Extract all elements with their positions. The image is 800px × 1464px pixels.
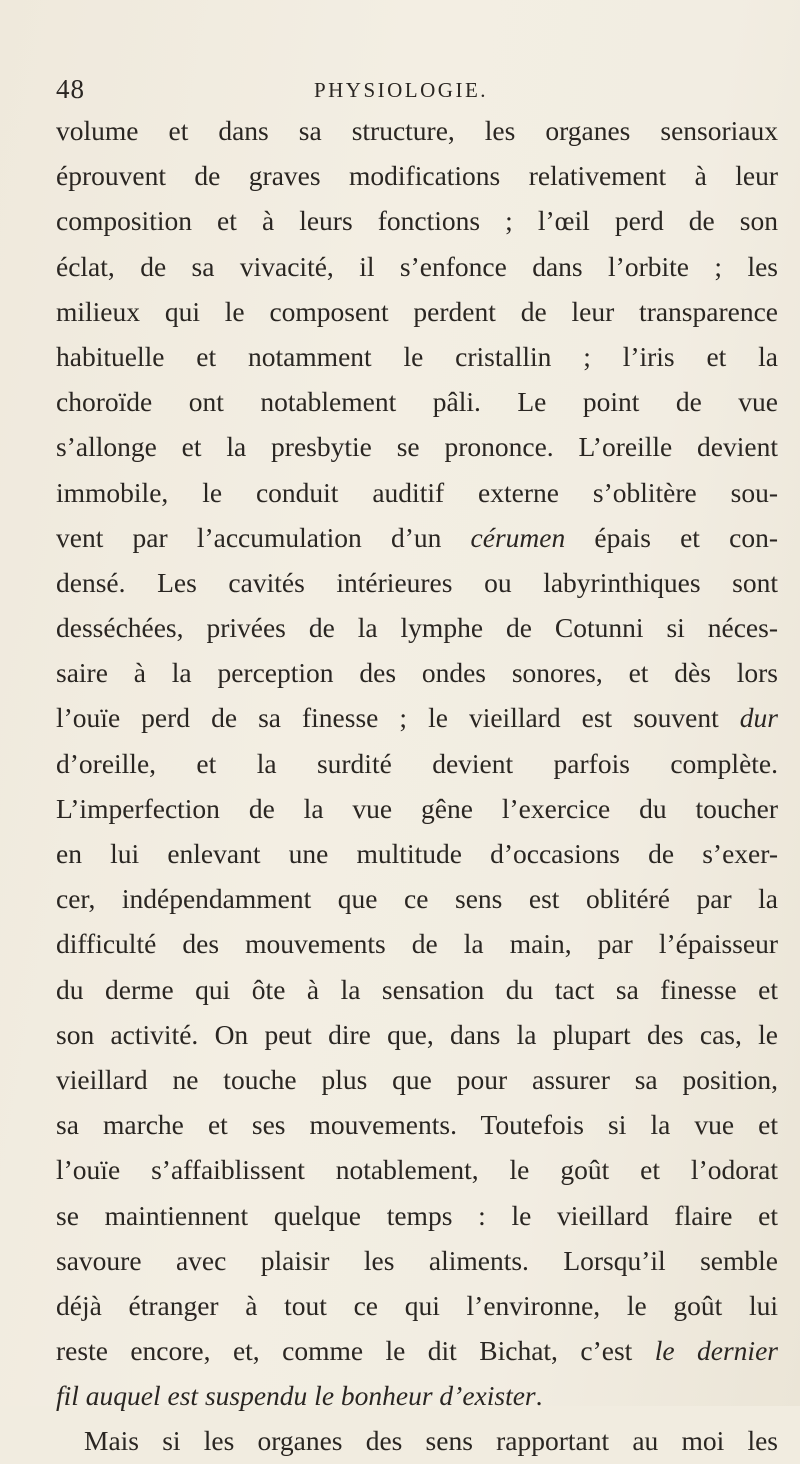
text-line: vieillard ne touche plus que pour assurer sa position, xyxy=(56,1063,778,1095)
text-line: immobile, le conduit auditif externe s’oblitère sou- xyxy=(56,476,778,508)
text-line: difficulté des mouvements de la main, par l’épaisseur xyxy=(56,928,778,960)
text-run: reste encore, et, comme le dit Bichat, c’est xyxy=(56,1335,655,1367)
text-run: épais et con- xyxy=(565,521,778,553)
text-run: l’ouïe perd de sa finesse ; le vieillard est souvent xyxy=(56,702,740,734)
text-line: cer, indépendamment que ce sens est oblitéré par la xyxy=(56,883,778,915)
text-line: en lui enlevant une multitude d’occasions de s’exer- xyxy=(56,838,778,869)
body-text xyxy=(56,108,778,1464)
text-line: l’ouïe s’affaiblissent notablement, le goût et l’odorat xyxy=(56,1154,778,1186)
text-line: desséchées, privées de la lymphe de Cotunni si néces- xyxy=(56,612,778,644)
text-line: densé. Les cavités intérieures ou labyrinthiques sont xyxy=(56,566,778,598)
text-line: choroïde ont notablement pâli. Le point de vue xyxy=(56,386,778,418)
italic-phrase: le dernier xyxy=(654,1335,778,1367)
text-line: L’imperfection de la vue gêne l’exercice du toucher xyxy=(56,792,778,824)
page-header xyxy=(56,74,746,108)
italic-phrase: fil auquel est suspendu le bonheur d’exister xyxy=(56,1380,536,1412)
text-line: du derme qui ôte à la sensation du tact sa finesse et xyxy=(56,973,778,1005)
italic-term: dur xyxy=(739,702,778,734)
text-line: milieux qui le composent perdent de leur transparence xyxy=(56,295,778,327)
text-line: savoure avec plaisir les aliments. Lorsqu’il semble xyxy=(56,1244,778,1276)
text-run: . xyxy=(535,1380,543,1412)
text-line: son activité. On peut dire que, dans la plupart des cas, le xyxy=(56,1018,778,1050)
text-line xyxy=(56,695,778,740)
text-line: Mais si les organes des sens rapportant au moi les xyxy=(84,1425,778,1457)
text-line: volume et dans sa structure, les organes sensoriaux xyxy=(56,115,778,146)
running-title: PHYSIOLOGIE. xyxy=(313,78,489,102)
text-line: saire à la perception des ondes sonores, et dès lors xyxy=(56,657,778,689)
text-line: d’oreille, et la surdité devient parfois complète. xyxy=(56,747,778,779)
text-line: composition et à leurs fonctions ; l’œil perd de son xyxy=(56,205,778,237)
text-line: déjà étranger à tout ce qui l’environne, le goût lui xyxy=(56,1289,778,1321)
page-number: 48 xyxy=(56,74,85,104)
text-line: sa marche et ses mouvements. Toutefois si la vue et xyxy=(56,1109,778,1141)
italic-term: cérumen xyxy=(470,521,566,553)
text-line: habituelle et notamment le cristallin ; l’iris et la xyxy=(56,340,778,372)
text-line: éclat, de sa vivacité, il s’enfonce dans l’orbite ; les xyxy=(56,250,778,282)
text-line: se maintiennent quelque temps : le vieillard flaire et xyxy=(56,1199,778,1231)
text-run: vent par l’accumulation d’un xyxy=(56,521,471,553)
text-line: s’allonge et la presbytie se prononce. L’oreille devient xyxy=(56,431,778,463)
text-line: éprouvent de graves modifications relativement à leur xyxy=(56,160,778,192)
text-line xyxy=(56,1328,778,1373)
text-line xyxy=(56,515,778,560)
text-line xyxy=(56,1373,778,1418)
